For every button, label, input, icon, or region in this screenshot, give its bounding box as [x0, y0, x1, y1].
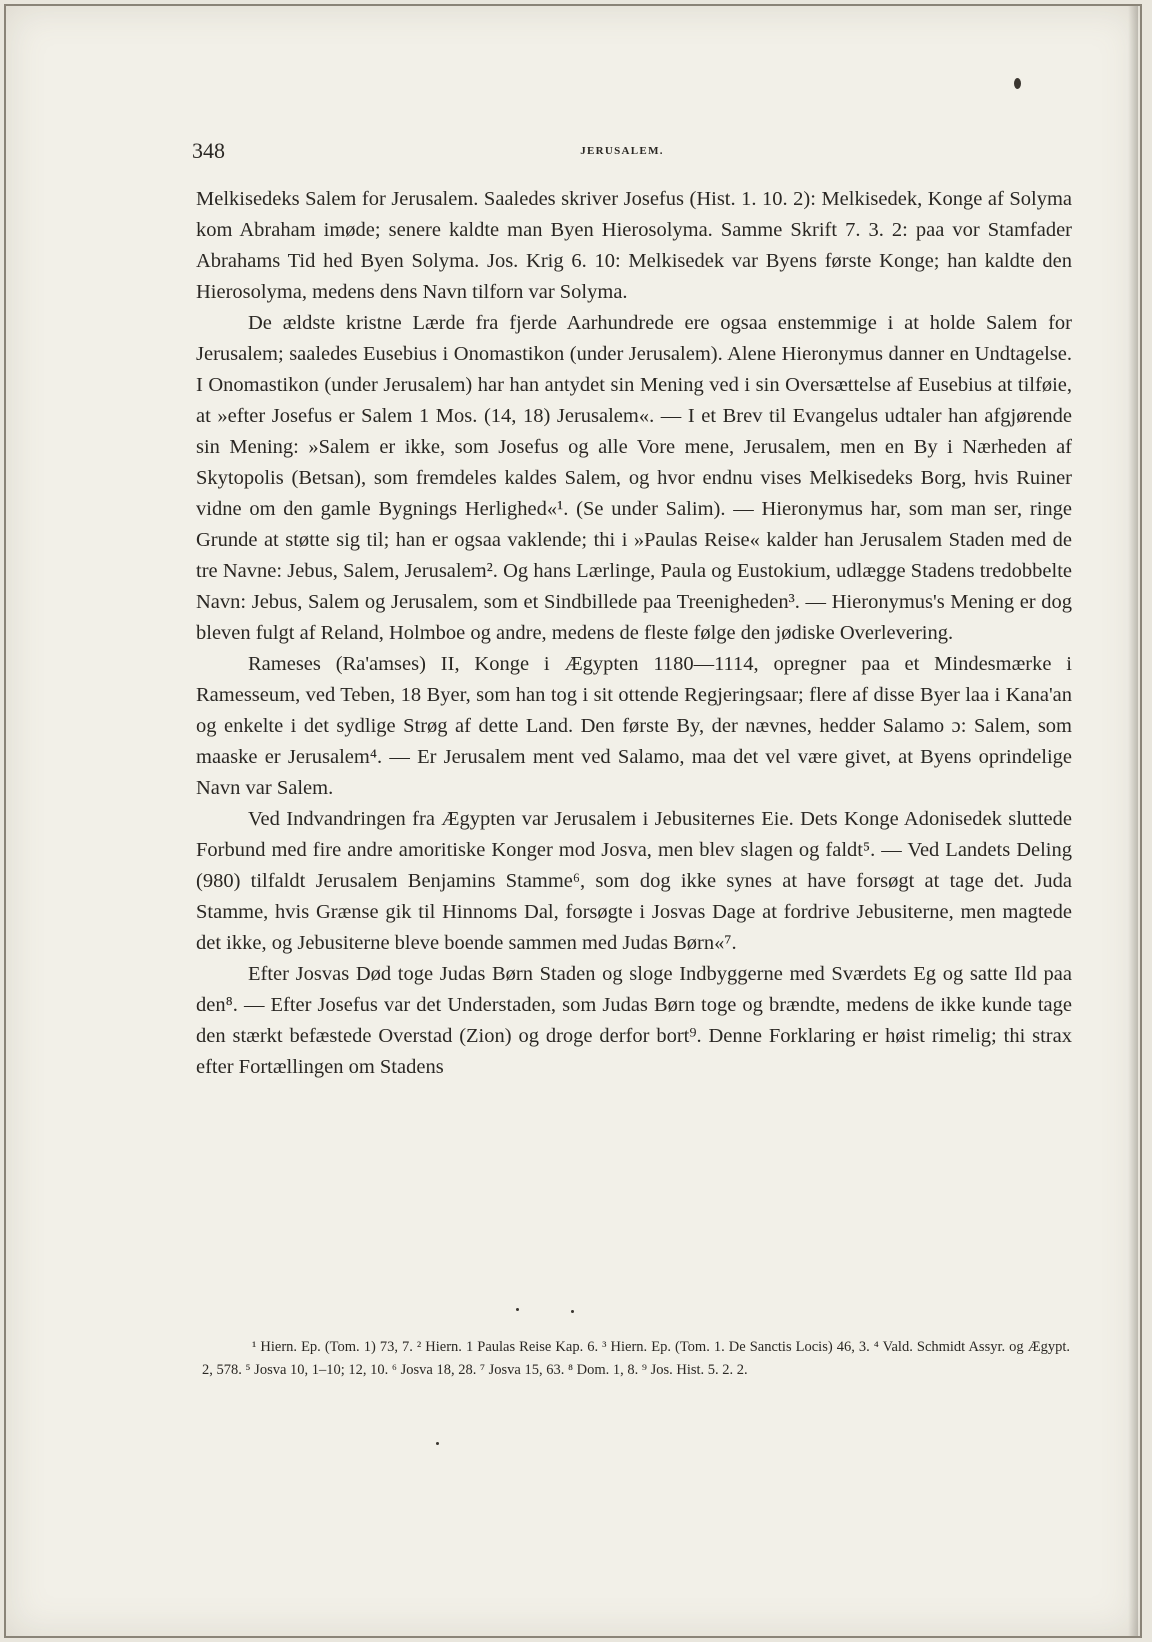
- paragraph: Melkisedeks Salem for Jerusalem. Saaledes skriver Josefus (Hist. 1. 10. 2): Melkisedek, Konge af Solyma kom Abraham imøde; senere kaldte man Byen Hierosolyma. Samme Skrift 7. 3. 2: paa vor Stamfader Abrahams Tid hed Byen Solyma. Jos. Krig 6. 10: Melkisedek var Byens første Konge; han kaldte den Hierosolyma, medens dens Navn tilforn var Solyma.: [196, 188, 1072, 303]
- running-title: JERUSALEM.: [580, 145, 664, 157]
- body-text: [196, 184, 1072, 1083]
- scanned-page: [4, 4, 1142, 1638]
- ink-speck: [516, 1308, 519, 1311]
- paragraph: Efter Josvas Død toge Judas Børn Staden og sloge Indbyggerne med Sværdets Eg og satte Ild paa den⁸. — Efter Josefus var det Understaden, som Judas Børn toge og brændte, medens de ikke kunde tage den stærkt befæstede Overstad (Zion) og droge derfor bort⁹. Denne Forklaring er høist rimelig; thi strax efter Fortællingen om Stadens: [196, 963, 1072, 1078]
- paragraph: Rameses (Ra'amses) II, Konge i Ægypten 1180—1114, opregner paa et Mindesmærke i Ramesseum, ved Teben, 18 Byer, som han tog i sit ottende Regjeringsaar; flere af disse Byer laa i Kana'an og enkelte i det sydlige Strøg af dette Land. Den første By, der nævnes, hedder Salamo ɔ: Salem, som maaske er Jerusalem⁴. — Er Jerusalem ment ved Salamo, maa det vel være givet, at Byens oprindelige Navn var Salem.: [196, 653, 1072, 799]
- paragraph: De ældste kristne Lærde fra fjerde Aarhundrede ere ogsaa enstemmige i at holde Salem for Jerusalem; saaledes Eusebius i Onomastikon (under Jerusalem). Alene Hieronymus danner en Undtagelse. I Onomastikon (under Jerusalem) har han antydet sin Mening ved i sin Oversættelse af Eusebius at tilføie, at »efter Josefus er Salem 1 Mos. (14, 18) Jerusalem«. — I et Brev til Evangelus udtaler han afgjørende sin Mening: »Salem er ikke, som Josefus og alle Vore mene, Jerusalem, men en By i Nærheden af Skytopolis (Betsan), som fremdeles kaldes Salem, og hvor endnu vises Melkisedeks Borg, hvis Ruiner vidne om den gamle Bygnings Herlighed«¹. (Se under Salim). — Hieronymus har, som man ser, ringe Grunde at støtte sig til; han er ogsaa vaklende; thi i »Paulas Reise« kalder han Jerusalem Staden med de tre Navne: Jebus, Salem, Jerusalem². Og hans Lærlinge, Paula og Eustokium, udlægge Stadens tredobbelte Navn: Jebus, Salem og Jerusalem, som et Sindbillede paa Treenigheden³. — Hieronymus's Mening er dog bleven fulgt af Reland, Holmboe og andre, medens de fleste følge den jødiske Overlevering.: [196, 312, 1072, 644]
- page-header: [192, 138, 1052, 168]
- paragraph: Ved Indvandringen fra Ægypten var Jerusalem i Jebusiternes Eie. Dets Konge Adonisedek sluttede Forbund med fire andre amoritiske Konger mod Josva, men blev slagen og faldt⁵. — Ved Landets Deling (980) tilfaldt Jerusalem Benjamins Stamme⁶, som dog ikke synes at have forsøgt at tage det. Juda Stamme, hvis Grænse gik til Hinnoms Dal, forsøgte i Josvas Dage at fordrive Jebusiterne, men magtede det ikke, og Jebusiterne bleve boende sammen med Judas Børn«⁷.: [196, 808, 1072, 954]
- ink-speck: [436, 1442, 439, 1445]
- footnotes: ¹ Hiern. Ep. (Tom. 1) 73, 7. ² Hiern. 1 Paulas Reise Kap. 6. ³ Hiern. Ep. (Tom. 1. De Sanctis Locis) 46, 3. ⁴ Vald. Schmidt Assyr. og Ægypt. 2, 578. ⁵ Josva 10, 1–10; 12, 10. ⁶ Josva 18, 28. ⁷ Josva 15, 63. ⁸ Dom. 1, 8. ⁹ Jos. Hist. 5. 2. 2.: [202, 1339, 1070, 1378]
- page-number: 348: [192, 138, 225, 163]
- ink-speck: [571, 1310, 574, 1313]
- ink-speck: [1014, 78, 1021, 89]
